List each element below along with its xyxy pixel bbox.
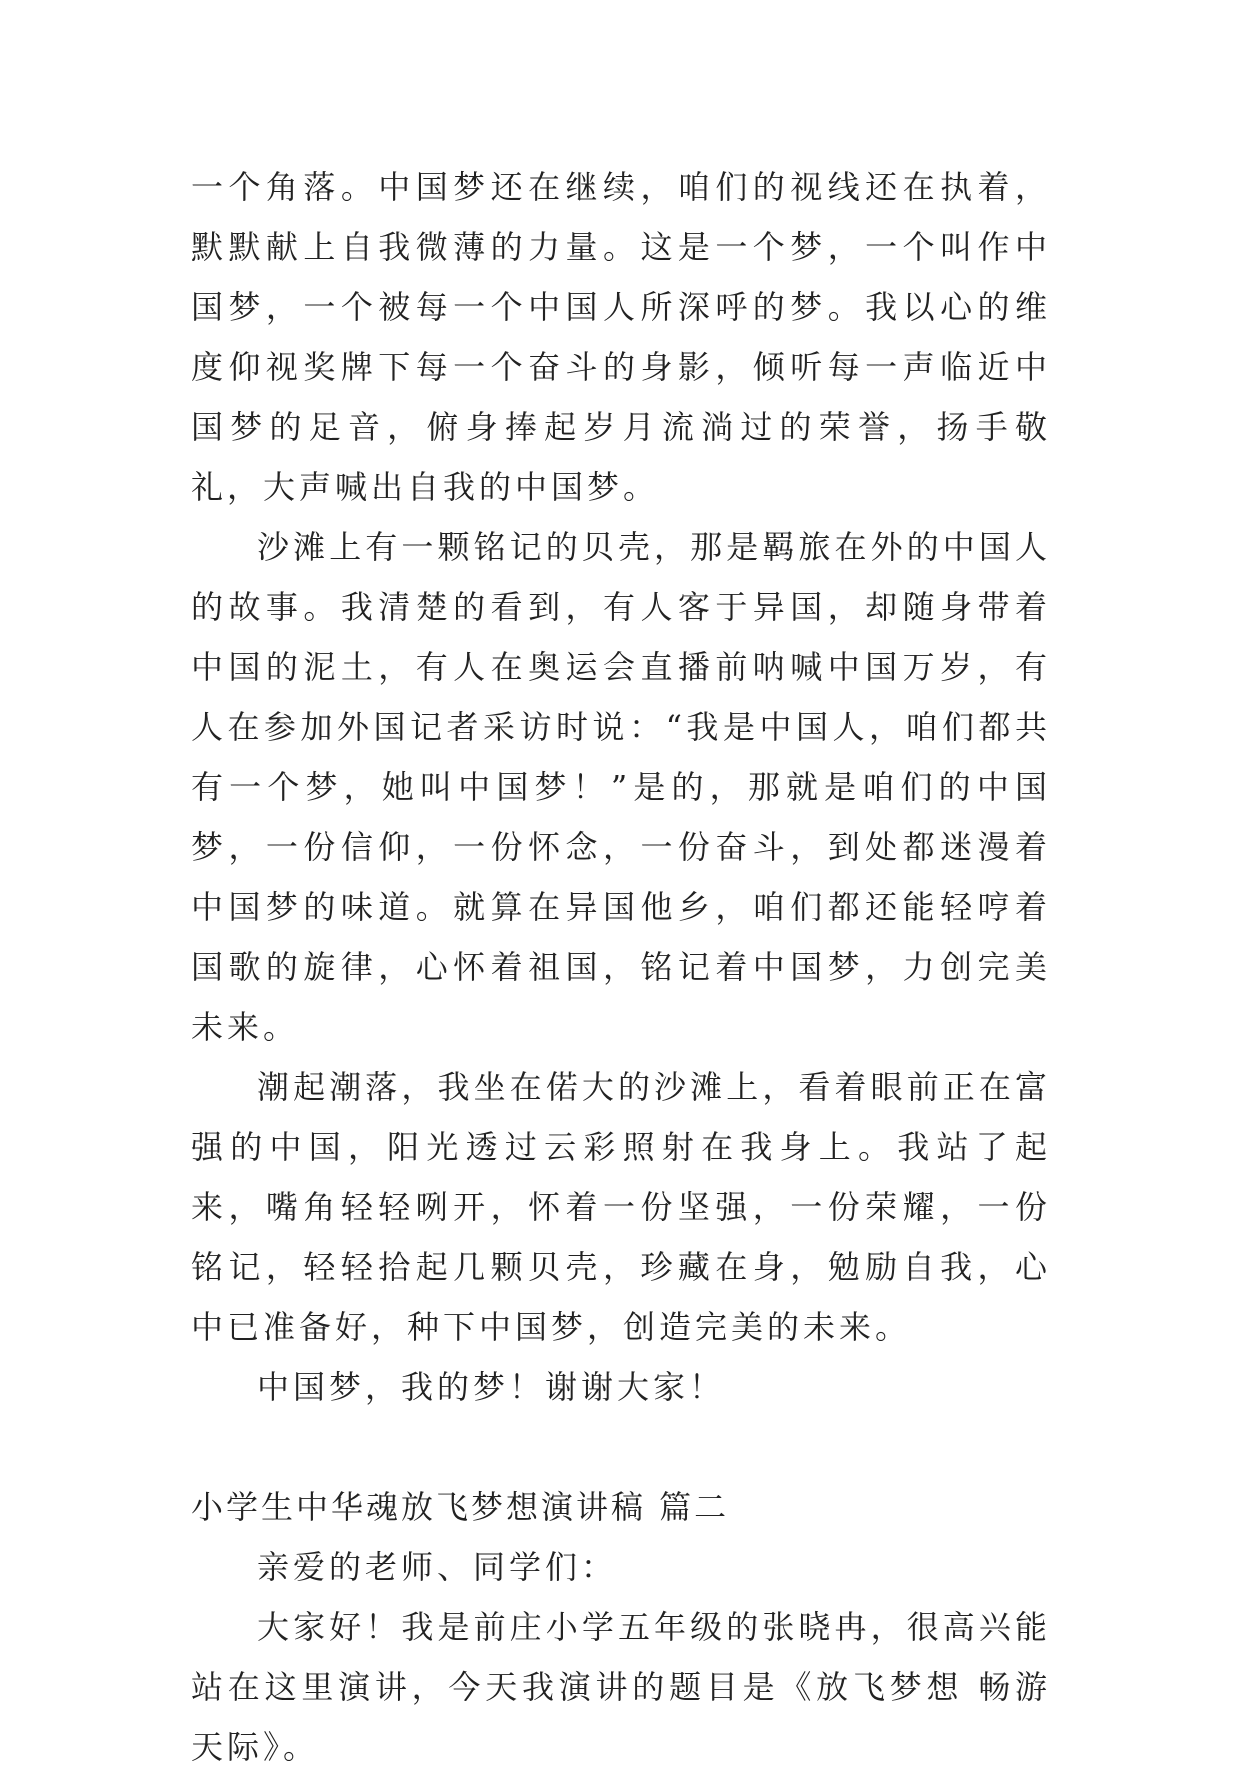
paragraph-2: 沙滩上有一颗铭记的贝壳，那是羁旅在外的中国人的故事。我清楚的看到，有人客于异国，却随身带着中国的泥土，有人在奥运会直播前呐喊中国万岁，有人在参加外国记者采访时说：“我是中国人，咱们都共有一个梦，她叫中国梦！”是的，那就是咱们的中国梦，一份信仰，一份怀念，一份奋斗，到处都迷漫着中国梦的味道。就算在异国他乡，咱们都还能轻哼着国歌的旋律，心怀着祖国，铭记着中国梦，力创完美未来。 (191, 528, 1051, 1046)
document-body (191, 157, 1051, 1777)
paragraph-3: 潮起潮落，我坐在偌大的沙滩上，看着眼前正在富强的中国，阳光透过云彩照射在我身上。我站了起来，嘴角轻轻咧开，怀着一份坚强，一份荣耀，一份铭记，轻轻拾起几颗贝壳，珍藏在身，勉励自我，心中已准备好，种下中国梦，创造完美的未来。 (191, 1068, 1051, 1346)
intro-paragraph: 大家好！我是前庄小学五年级的张晓冉，很高兴能站在这里演讲，今天我演讲的题目是《放飞梦想 畅游天际》。 (191, 1608, 1051, 1766)
section-heading: 小学生中华魂放飞梦想演讲稿 篇二 (191, 1488, 730, 1526)
salutation-paragraph: 亲爱的老师、同学们： (257, 1548, 618, 1586)
paragraph-4: 中国梦，我的梦！谢谢大家！ (257, 1368, 726, 1406)
paragraph-1: 一个角落。中国梦还在继续，咱们的视线还在执着，默默献上自我微薄的力量。这是一个梦，一个叫作中国梦，一个被每一个中国人所深呼的梦。我以心的维度仰视奖牌下每一个奋斗的身影，倾听每一声临近中国梦的足音，俯身捧起岁月流淌过的荣誉，扬手敬礼，大声喊出自我的中国梦。 (191, 168, 1051, 506)
